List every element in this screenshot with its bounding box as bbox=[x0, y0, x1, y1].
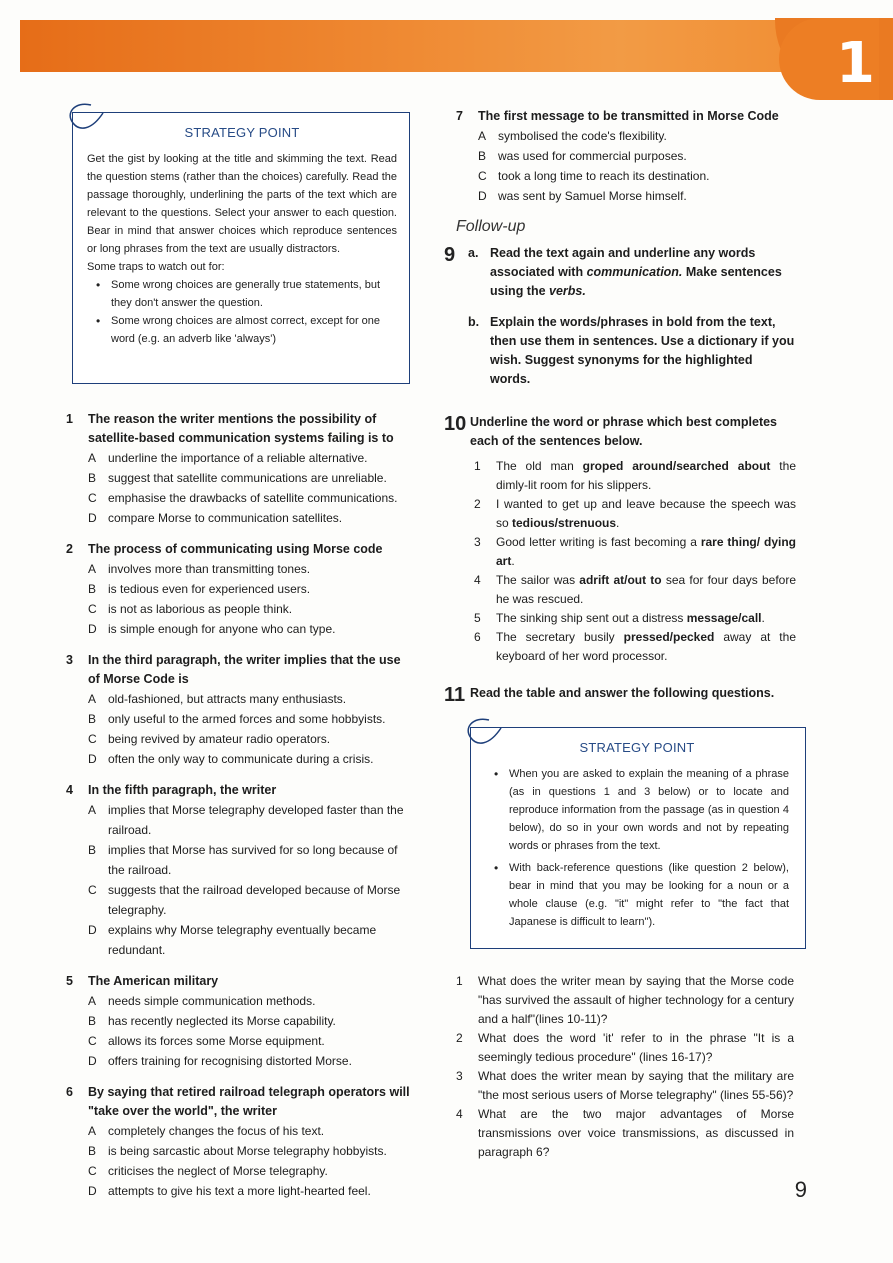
option-letter: D bbox=[88, 511, 97, 525]
option-text: implies that Morse telegraphy developed faster than the railroad. bbox=[108, 803, 404, 837]
word-choice: tedious/strenuous bbox=[512, 516, 617, 530]
text-part: Read the text again and underline any words associated with bbox=[490, 246, 756, 279]
strategy-box-1 bbox=[72, 112, 410, 384]
exercise-11-questions bbox=[456, 972, 794, 1162]
option-letter: B bbox=[88, 843, 97, 857]
option-text: needs simple communication methods. bbox=[108, 994, 316, 1008]
exercise-9a bbox=[468, 244, 796, 301]
text-part: I wanted to get up and leave because the speech was so bbox=[496, 497, 796, 530]
answer-option bbox=[88, 1011, 412, 1031]
question-stem: The American military bbox=[88, 974, 219, 988]
unit-tab bbox=[775, 18, 893, 100]
answer-option bbox=[88, 1031, 412, 1051]
option-text: symbolised the code's flexibility. bbox=[498, 129, 667, 143]
exercise-11-body bbox=[470, 684, 796, 706]
question-stem: The first message to be transmitted in Morse Code bbox=[478, 109, 779, 123]
exercise-9b bbox=[468, 313, 796, 389]
strategy-bullet: • When you are asked to explain the meaning of a phrase (as in questions 1 and 3 below) or to locate and reproduce information from the passage (as in question 4 below), do so in your own words and not by repeating words or phrases from the text. bbox=[485, 765, 789, 855]
question-stem: In the third paragraph, the writer implies that the use of Morse Code is bbox=[88, 653, 401, 686]
option-letter: C bbox=[88, 883, 97, 897]
option-text: underline the importance of a reliable alternative. bbox=[108, 451, 368, 465]
page-number: 9 bbox=[794, 1177, 807, 1202]
comprehension-question bbox=[456, 972, 794, 1029]
answer-option bbox=[88, 749, 412, 769]
text-part: The secretary busily bbox=[496, 630, 624, 644]
item-text: What does the writer mean by saying that the military are "the most serious users of Morse telegraphy" (lines 55-56)? bbox=[478, 1069, 794, 1102]
answer-option bbox=[88, 488, 412, 508]
option-text: has recently neglected its Morse capability. bbox=[108, 1014, 336, 1028]
answer-option bbox=[88, 840, 412, 880]
question-5 bbox=[66, 972, 412, 1071]
item-number: 3 bbox=[474, 535, 481, 549]
exercise-9b-text: Explain the words/phrases in bold from the text, then use them in sentences. Use a dictionary if you wish. Suggest synonyms for the highlighted words. bbox=[490, 315, 795, 386]
answer-option bbox=[88, 1121, 412, 1141]
text-part: Good letter writing is fast becoming a bbox=[496, 535, 701, 549]
item-number: 1 bbox=[474, 459, 481, 473]
item-text bbox=[496, 628, 796, 666]
text-part: the dimly-lit room for his slippers. bbox=[496, 459, 796, 492]
option-letter: B bbox=[88, 1014, 97, 1028]
sentence-item bbox=[474, 609, 796, 628]
exercise-number: 9 bbox=[444, 244, 456, 266]
item-text: What are the two major advantages of Morse transmissions over voice transmissions, as discussed in paragraph 6? bbox=[478, 1107, 794, 1159]
option-letter: C bbox=[88, 602, 97, 616]
exercise-10 bbox=[444, 413, 796, 666]
answer-option bbox=[88, 579, 412, 599]
word-choice: groped around/searched about bbox=[582, 459, 771, 473]
sentence-item bbox=[474, 495, 796, 533]
comprehension-question bbox=[456, 1067, 794, 1105]
option-text: compare Morse to communication satellites. bbox=[108, 511, 343, 525]
option-letter: C bbox=[88, 491, 97, 505]
text-part: away at the keyboard of her word processor. bbox=[496, 630, 796, 663]
text-part: . bbox=[761, 611, 765, 625]
text-part: The old man bbox=[496, 459, 583, 473]
answer-option bbox=[88, 559, 412, 579]
option-text: is simple enough for anyone who can type. bbox=[108, 622, 336, 636]
option-text: took a long time to reach its destination. bbox=[498, 169, 710, 183]
question-number: 1 bbox=[66, 412, 73, 426]
item-text: What does the writer mean by saying that the Morse code "has survived the assault of higher technology for a century and a half"(lines 10-11)? bbox=[478, 974, 794, 1026]
option-text: old-fashioned, but attracts many enthusiasts. bbox=[108, 692, 347, 706]
option-text: completely changes the focus of his text. bbox=[108, 1124, 325, 1138]
answer-option bbox=[88, 1161, 412, 1181]
sub-letter: a. bbox=[468, 246, 479, 260]
option-text: criticises the neglect of Morse telegraphy. bbox=[108, 1164, 328, 1178]
option-text: offers training for recognising distorted Morse. bbox=[108, 1054, 352, 1068]
question-6 bbox=[66, 1083, 412, 1201]
option-letter: B bbox=[478, 149, 487, 163]
option-letter: A bbox=[478, 129, 487, 143]
strategy-title: STRATEGY POINT bbox=[579, 740, 695, 755]
option-letter: A bbox=[88, 994, 97, 1008]
strategy-curl-icon bbox=[459, 714, 505, 754]
answer-option bbox=[478, 186, 796, 206]
exercise-10-items bbox=[474, 457, 796, 666]
option-letter: B bbox=[88, 1144, 97, 1158]
question-stem-row bbox=[66, 781, 412, 800]
option-letter: A bbox=[88, 803, 97, 817]
option-letter: A bbox=[88, 562, 97, 576]
answer-option bbox=[88, 991, 412, 1011]
question-stem-row bbox=[66, 651, 412, 689]
answer-option bbox=[88, 599, 412, 619]
item-number: 6 bbox=[474, 630, 481, 644]
answer-option bbox=[88, 619, 412, 639]
question-4 bbox=[66, 781, 412, 960]
item-number: 4 bbox=[456, 1107, 463, 1121]
option-letter: A bbox=[88, 1124, 97, 1138]
strategy-curl-icon bbox=[61, 99, 107, 139]
question-number: 7 bbox=[456, 109, 463, 123]
option-letter: C bbox=[88, 1034, 97, 1048]
exercise-9 bbox=[444, 244, 796, 399]
item-number: 4 bbox=[474, 573, 481, 587]
question-stem: The reason the writer mentions the possibility of satellite-based communication systems failing is to bbox=[88, 412, 394, 445]
word-choice: message/call bbox=[686, 611, 762, 625]
sub-letter: b. bbox=[468, 315, 480, 329]
question-3 bbox=[66, 651, 412, 769]
option-text: only useful to the armed forces and some hobbyists. bbox=[108, 712, 386, 726]
item-number: 3 bbox=[456, 1069, 463, 1083]
option-letter: A bbox=[88, 451, 97, 465]
answer-option bbox=[88, 468, 412, 488]
option-letter: A bbox=[88, 692, 97, 706]
option-text: suggests that the railroad developed because of Morse telegraphy. bbox=[108, 883, 401, 917]
item-number: 2 bbox=[474, 497, 481, 511]
answer-option bbox=[88, 880, 412, 920]
exercise-number: 11 bbox=[444, 684, 466, 706]
item-text bbox=[496, 457, 796, 495]
option-letter: D bbox=[88, 923, 97, 937]
follow-up-title: Follow-up bbox=[456, 218, 526, 235]
answer-option bbox=[88, 1051, 412, 1071]
question-stem: By saying that retired railroad telegraph operators will "take over the world", the writer bbox=[88, 1085, 410, 1118]
item-text bbox=[496, 533, 796, 571]
option-letter: B bbox=[88, 582, 97, 596]
option-text: is being sarcastic about Morse telegraphy hobbyists. bbox=[108, 1144, 387, 1158]
sentence-item bbox=[474, 457, 796, 495]
question-stem-row bbox=[66, 410, 412, 448]
option-text: suggest that satellite communications are unreliable. bbox=[108, 471, 387, 485]
option-text: often the only way to communicate during a crisis. bbox=[108, 752, 374, 766]
answer-option bbox=[88, 508, 412, 528]
item-number: 5 bbox=[474, 611, 481, 625]
answer-option bbox=[88, 800, 412, 840]
exercise-11-instruction: Read the table and answer the following questions. bbox=[470, 686, 775, 700]
option-letter: D bbox=[88, 622, 97, 636]
strategy-traps-label: Some traps to watch out for: bbox=[87, 261, 225, 273]
option-text: being revived by amateur radio operators. bbox=[108, 732, 331, 746]
option-letter: D bbox=[88, 1184, 97, 1198]
option-text: was sent by Samuel Morse himself. bbox=[498, 189, 687, 203]
option-letter: C bbox=[88, 732, 97, 746]
item-text bbox=[496, 495, 796, 533]
emphasis: communication. bbox=[586, 265, 683, 279]
answer-option bbox=[88, 709, 412, 729]
exercise-10-body bbox=[470, 413, 796, 666]
answer-option bbox=[88, 448, 412, 468]
text-part: Make sentences using the bbox=[490, 265, 782, 298]
item-number: 1 bbox=[456, 974, 463, 988]
option-letter: D bbox=[478, 189, 487, 203]
strategy-bullets bbox=[87, 276, 397, 348]
question-7 bbox=[456, 107, 796, 206]
option-letter: B bbox=[88, 712, 97, 726]
option-text: involves more than transmitting tones. bbox=[108, 562, 311, 576]
sentence-item bbox=[474, 571, 796, 609]
item-text bbox=[496, 609, 796, 628]
sentence-item bbox=[474, 533, 796, 571]
text-part: The sinking ship sent out a distress bbox=[496, 611, 687, 625]
exercise-9a-text bbox=[490, 244, 796, 301]
left-questions bbox=[66, 410, 412, 1213]
option-letter: D bbox=[88, 752, 97, 766]
option-letter: C bbox=[88, 1164, 97, 1178]
comprehension-question bbox=[456, 1105, 794, 1162]
item-text bbox=[496, 571, 796, 609]
strategy-bullet: • Some wrong choices are generally true statements, but they don't answer the question. bbox=[87, 276, 397, 312]
question-number: 5 bbox=[66, 974, 73, 988]
option-letter: B bbox=[88, 471, 97, 485]
text-part: . bbox=[511, 554, 515, 568]
option-text: allows its forces some Morse equipment. bbox=[108, 1034, 325, 1048]
option-text: explains why Morse telegraphy eventually became redundant. bbox=[108, 923, 377, 957]
option-letter: D bbox=[88, 1054, 97, 1068]
answer-option bbox=[88, 920, 412, 960]
answer-option bbox=[88, 1181, 412, 1201]
question-stem-row bbox=[66, 540, 412, 559]
question-stem-row bbox=[456, 107, 796, 126]
question-stem-row bbox=[66, 1083, 412, 1121]
question-number: 6 bbox=[66, 1085, 73, 1099]
strategy-bullets bbox=[485, 765, 789, 931]
option-text: emphasise the drawbacks of satellite communications. bbox=[108, 491, 398, 505]
strategy-paragraph: Get the gist by looking at the title and skimming the text. Read the question stems (rather than the choices) carefully. Read the passage thoroughly, underlining the parts of the text which are relevant to the questions. Select your answer to each question. Bear in mind that answer choices which reproduce sentences or long phrases from the text are usually distractors. bbox=[87, 153, 397, 255]
question-stem: The process of communicating using Morse code bbox=[88, 542, 383, 556]
question-number: 3 bbox=[66, 653, 73, 667]
option-letter: C bbox=[478, 169, 487, 183]
word-choice: rare thing/ dying art bbox=[496, 535, 796, 568]
word-choice: pressed/pecked bbox=[623, 630, 715, 644]
option-text: is tedious even for experienced users. bbox=[108, 582, 311, 596]
text-part: The sailor was bbox=[496, 573, 580, 587]
answer-option bbox=[478, 146, 796, 166]
exercise-11 bbox=[444, 684, 796, 706]
answer-option bbox=[88, 729, 412, 749]
question-stem-row bbox=[66, 972, 412, 991]
question-1 bbox=[66, 410, 412, 528]
strategy-bullet: • With back-reference questions (like question 2 below), bear in mind that you may be looking for a noun or a whole clause (e.g. "it" might refer to "the fact that Japanese is difficult to learn"). bbox=[485, 859, 789, 931]
question-7-container bbox=[456, 107, 796, 206]
exercise-number: 10 bbox=[444, 413, 467, 435]
answer-option bbox=[88, 1141, 412, 1161]
sentence-item bbox=[474, 628, 796, 666]
header-banner bbox=[20, 20, 878, 72]
exercise-9-body bbox=[468, 244, 796, 399]
option-text: was used for commercial purposes. bbox=[498, 149, 687, 163]
question-number: 2 bbox=[66, 542, 73, 556]
comprehension-question bbox=[456, 1029, 794, 1067]
question-stem: In the fifth paragraph, the writer bbox=[88, 783, 277, 797]
question-number: 4 bbox=[66, 783, 73, 797]
unit-number: 1 bbox=[836, 31, 875, 96]
item-number: 2 bbox=[456, 1031, 463, 1045]
strategy-title: STRATEGY POINT bbox=[184, 125, 300, 140]
strategy-bullet: • Some wrong choices are almost correct, except for one word (e.g. an adverb like 'always') bbox=[87, 312, 397, 348]
item-text: What does the word 'it' refer to in the phrase "It is a seemingly tedious procedure" (lines 16-17)? bbox=[478, 1031, 794, 1064]
exercise-10-instruction: Underline the word or phrase which best completes each of the sentences below. bbox=[470, 415, 778, 448]
emphasis: verbs. bbox=[549, 284, 586, 298]
option-text: implies that Morse has survived for so long because of the railroad. bbox=[108, 843, 398, 877]
question-2 bbox=[66, 540, 412, 639]
answer-option bbox=[478, 166, 796, 186]
text-part: . bbox=[616, 516, 620, 530]
option-text: is not as laborious as people think. bbox=[108, 602, 293, 616]
option-text: attempts to give his text a more light-hearted feel. bbox=[108, 1184, 371, 1198]
word-choice: adrift at/out to bbox=[579, 573, 662, 587]
text-part: sea for four days before he was rescued. bbox=[496, 573, 796, 606]
answer-option bbox=[88, 689, 412, 709]
right-column bbox=[444, 107, 796, 706]
strategy-box-2 bbox=[470, 727, 806, 949]
answer-option bbox=[478, 126, 796, 146]
